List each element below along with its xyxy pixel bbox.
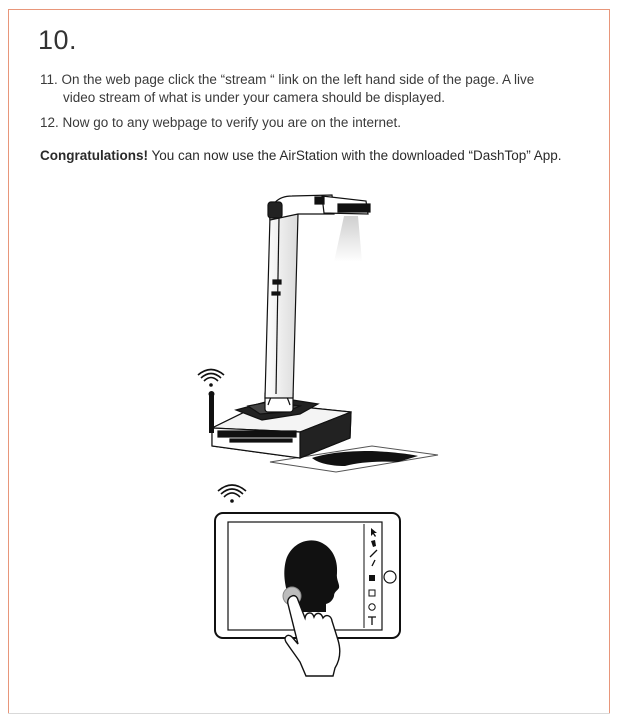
fill-tool-icon [369,575,375,581]
step-number: 10. [38,25,78,55]
wifi-icon-tablet [218,485,246,503]
step-11-line-1: 11. On the web page click the “stream “ link on the left hand side of the page. A live [40,72,535,87]
instruction-step-12: 12. Now go to any webpage to verify you are on the internet. [40,115,401,130]
step-11-line-2: video stream of what is under your camera should be displayed. [63,90,445,105]
home-button [384,571,396,583]
congratulations-bold: Congratulations! [40,148,148,163]
congratulations-text: You can now use the AirStation with the downloaded “DashTop” App. [148,148,562,163]
